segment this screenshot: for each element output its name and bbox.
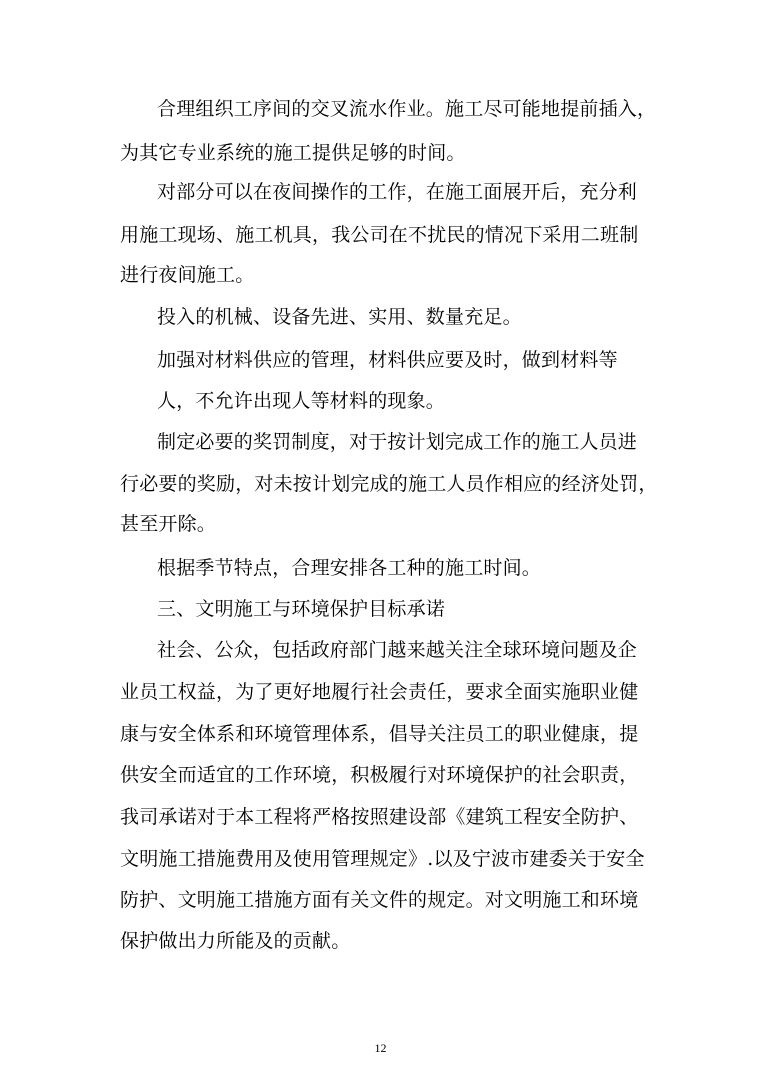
paragraph-line: 文明施工措施费用及使用管理规定》.以及宁波市建委关于安全 — [120, 848, 645, 870]
paragraph-line: 为其它专业系统的施工提供足够的时间。 — [120, 142, 466, 164]
paragraph-line: 业员工权益，为了更好地履行社会责任，要求全面实施职业健 — [120, 681, 639, 703]
page-number: 12 — [374, 1041, 387, 1055]
paragraph-line: 供安全而适宜的工作环境，积极履行对环境保护的社会职责， — [120, 764, 639, 786]
section-heading: 三、文明施工与环境保护目标承诺 — [157, 598, 446, 620]
paragraph-line: 防护、文明施工措施方面有关文件的规定。对文明施工和环境 — [120, 889, 639, 911]
paragraph-line: 合理组织工序间的交叉流水作业。施工尽可能地提前插入， — [157, 98, 657, 120]
paragraph-line: 投入的机械、设备先进、实用、数量充足。 — [157, 306, 522, 328]
paragraph-line: 加强对材料供应的管理，材料供应要及时，做到材料等 — [157, 349, 618, 371]
paragraph-line: 甚至开除。 — [120, 513, 217, 535]
paragraph-line: 进行夜间施工。 — [120, 264, 255, 286]
paragraph-line: 我司承诺对于本工程将严格按照建设部《建筑工程安全防护、 — [120, 806, 639, 828]
paragraph-line: 对部分可以在夜间操作的工作，在施工面展开后，充分利 — [157, 181, 638, 203]
paragraph-line: 行必要的奖励，对未按计划完成的施工人员作相应的经济处罚， — [120, 473, 658, 495]
paragraph-line: 社会、公众，包括政府部门越来越关注全球环境问题及企 — [157, 639, 638, 661]
paragraph-line: 制定必要的奖罚制度，对于按计划完成工作的施工人员进 — [157, 431, 638, 453]
paragraph-line: 用施工现场、施工机具，我公司在不扰民的情况下采用二班制 — [120, 224, 639, 246]
paragraph-line: 根据季节特点，合理安排各工种的施工时间。 — [157, 557, 542, 579]
paragraph-line: 康与安全体系和环境管理体系，倡导关注员工的职业健康，提 — [120, 723, 639, 745]
paragraph-line: 保护做出力所能及的贡献。 — [120, 930, 351, 952]
paragraph-line: 人，不允许出现人等材料的现象。 — [157, 390, 446, 412]
